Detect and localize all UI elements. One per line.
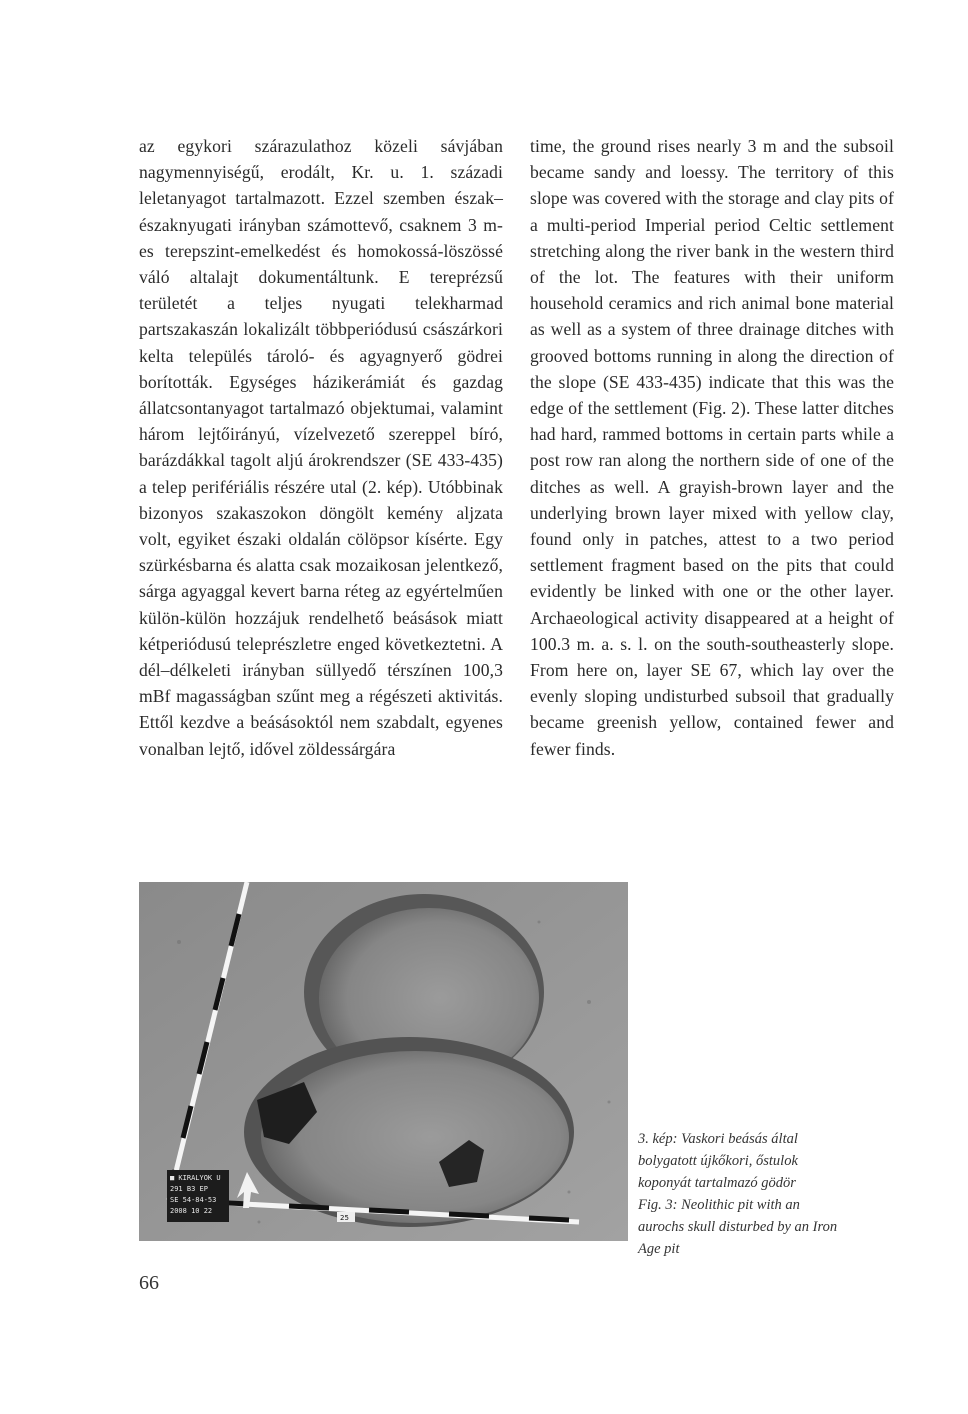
excavation-photo — [139, 882, 628, 1241]
caption-english: Fig. 3: Neolithic pit with an aurochs skull disturbed by an Iron Age pit — [638, 1197, 838, 1257]
board-line-2: 291 B3 EP — [170, 1185, 208, 1193]
figure-caption — [638, 1128, 838, 1260]
english-paragraph: time, the ground rises nearly 3 m and the subsoil became sandy and loessy. The territory of this slope was covered with the storage and clay pits of a multi-period Imperial period Celtic settlement stretching along the river bank in the western third of the lot. The features with their uniform household ceramics and rich animal bone material as well as a system of three drainage ditches with grooved bottoms running in along the direction of the slope (SE 433-435) indicate that this was the edge of the settlement (Fig. 2). These latter ditches had hard, rammed bottoms in certain parts while a post row ran along the northern side of one of the ditches as well. A grayish-brown layer and the underlying brown layer mixed with yellow clay, found only in patches, attest to a two period settlement fragment based on the pits that could evidently be linked with one or the other layer. Archaeological activity disappeared at a height of 100.3 m. a. s. l. on the south-southeasterly slope. From here on, layer SE 67, which lay over the evenly sloping undisturbed subsoil that gradually became greenish yellow, contained fewer and fewer finds. — [530, 136, 894, 759]
english-text-column — [530, 133, 894, 762]
board-line-1: ■ KIRALYOK U — [170, 1174, 221, 1182]
hungarian-text-column — [139, 133, 503, 762]
hungarian-paragraph: az egykori szárazulathoz közeli sávjában nagymennyiségű, erodált, Kr. u. 1. századi leletanyagot tartalmazott. Ezzel szemben észak–északnyugati irányban számottevő, csaknem 3 m-es terepszint-emelkedést és homokossá-löszössé váló altalajt dokumentáltunk. E tereprézsű területét a teljes nyugati telekharmad partszakaszán lokalizált többperiódusú császárkori kelta település tároló- és agyagnyerő gödrei borították. Egységes házikerámiát és gazdag állatcsontanyagot tartalmazó objektumai, valamint három lejtőirányú, vízelvezető szereppel bíró, barázdákkal tagolt aljú árokrendszer (SE 433-435) a telep perifériális részére utal (2. kép). Utóbbinak bizonyos szakaszokon döngölt kemény aljzata volt, egyiket északi oldalán cölöpsor kísérte. Egy szürkésbarna és alatta csak mozaikosan jelentkező, sárga agyaggal kevert barna réteg az egyértelműen külön-külön hozzájuk rendelhető beásások miatt kétperiódusú teleprészletre enged következtetni. A dél–délkeleti irányban süllyedő térszínen 100,3 mBf magasságban szűnt meg a régészeti aktivitás. Ettől kezdve a beásásoktól nem szabdalt, egyenes vonalban lejtő, idővel zöldessárgára — [139, 136, 503, 759]
caption-hungarian: 3. kép: Vaskori beásás által bolygatott újkőkori, őstulok koponyát tartalmazó gödör — [638, 1131, 798, 1191]
board-line-4: 2008 10 22 — [170, 1207, 213, 1215]
board-line-3: SE 54-84-53 — [170, 1196, 217, 1204]
page-number: 66 — [139, 1272, 159, 1294]
scale-marker-label: 25 — [340, 1214, 349, 1222]
